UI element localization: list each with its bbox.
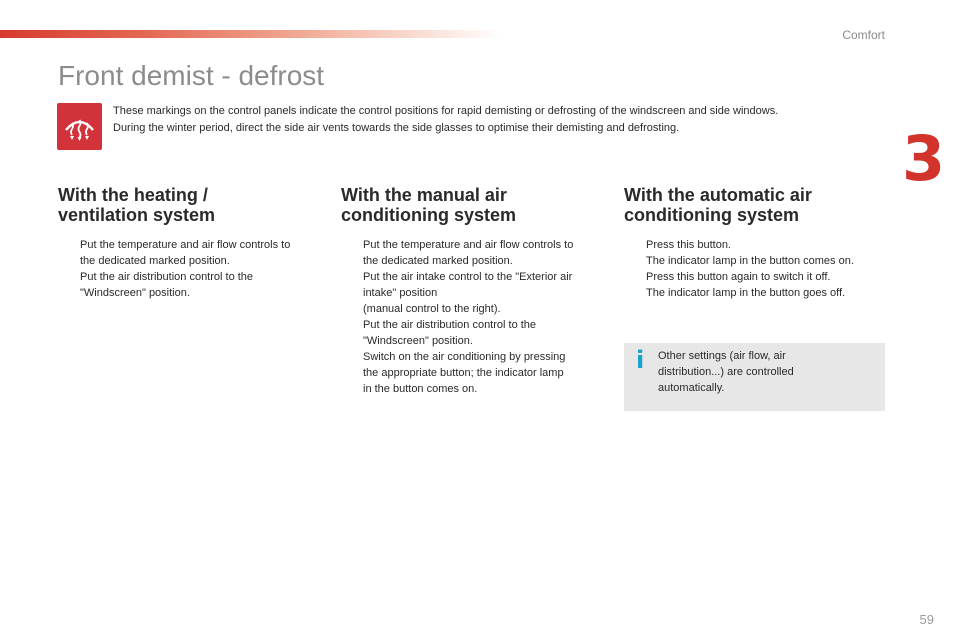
column-title: With the automatic air conditioning system	[624, 185, 812, 225]
step-list	[341, 237, 609, 397]
column-automatic-air-conditioning	[624, 185, 892, 301]
page-title: Front demist - defrost	[58, 60, 325, 91]
step-list	[58, 237, 326, 301]
list-item: Put the air intake control to the "Exterior air intake" position (manual control to the right).	[363, 271, 573, 315]
chapter-number: 3	[902, 122, 946, 195]
list-item: Press this button again to switch it off. The indicator lamp in the button goes off.	[646, 271, 846, 299]
list-item: Put the air distribution control to the "Windscreen" position.	[363, 319, 537, 347]
info-note-box	[624, 343, 885, 411]
intro-paragraph: These markings on the control panels indicate the control positions for rapid demisting or defrosting of the windscreen and side windows.	[113, 105, 779, 117]
windscreen-defrost-icon	[57, 103, 102, 150]
intro-paragraph: During the winter period, direct the side air vents towards the side glasses to optimise their demisting and defrosting.	[113, 122, 680, 134]
list-item: Put the air distribution control to the "Windscreen" position.	[80, 271, 254, 299]
step-list	[624, 237, 892, 301]
column-heating-ventilation	[58, 185, 326, 301]
list-item: Put the temperature and air flow controls to the dedicated marked position.	[80, 239, 291, 267]
column-title: With the manual air conditioning system	[341, 185, 517, 225]
list-item: Put the temperature and air flow controls to the dedicated marked position.	[363, 239, 574, 267]
list-item: Switch on the air conditioning by pressing the appropriate button; the indicator lamp in the button comes on.	[363, 351, 566, 395]
column-manual-air-conditioning	[341, 185, 609, 397]
column-title: With the heating / ventilation system	[58, 185, 216, 225]
list-item: Press this button. The indicator lamp in the button comes on.	[646, 239, 854, 267]
header-gradient-bar	[0, 30, 500, 38]
section-tag: Comfort	[842, 28, 885, 42]
info-note-text: Other settings (air flow, air distribution...) are controlled automatically.	[658, 350, 794, 394]
info-icon: i	[636, 346, 645, 374]
intro-text	[113, 103, 883, 137]
page-number: 59	[919, 612, 934, 627]
